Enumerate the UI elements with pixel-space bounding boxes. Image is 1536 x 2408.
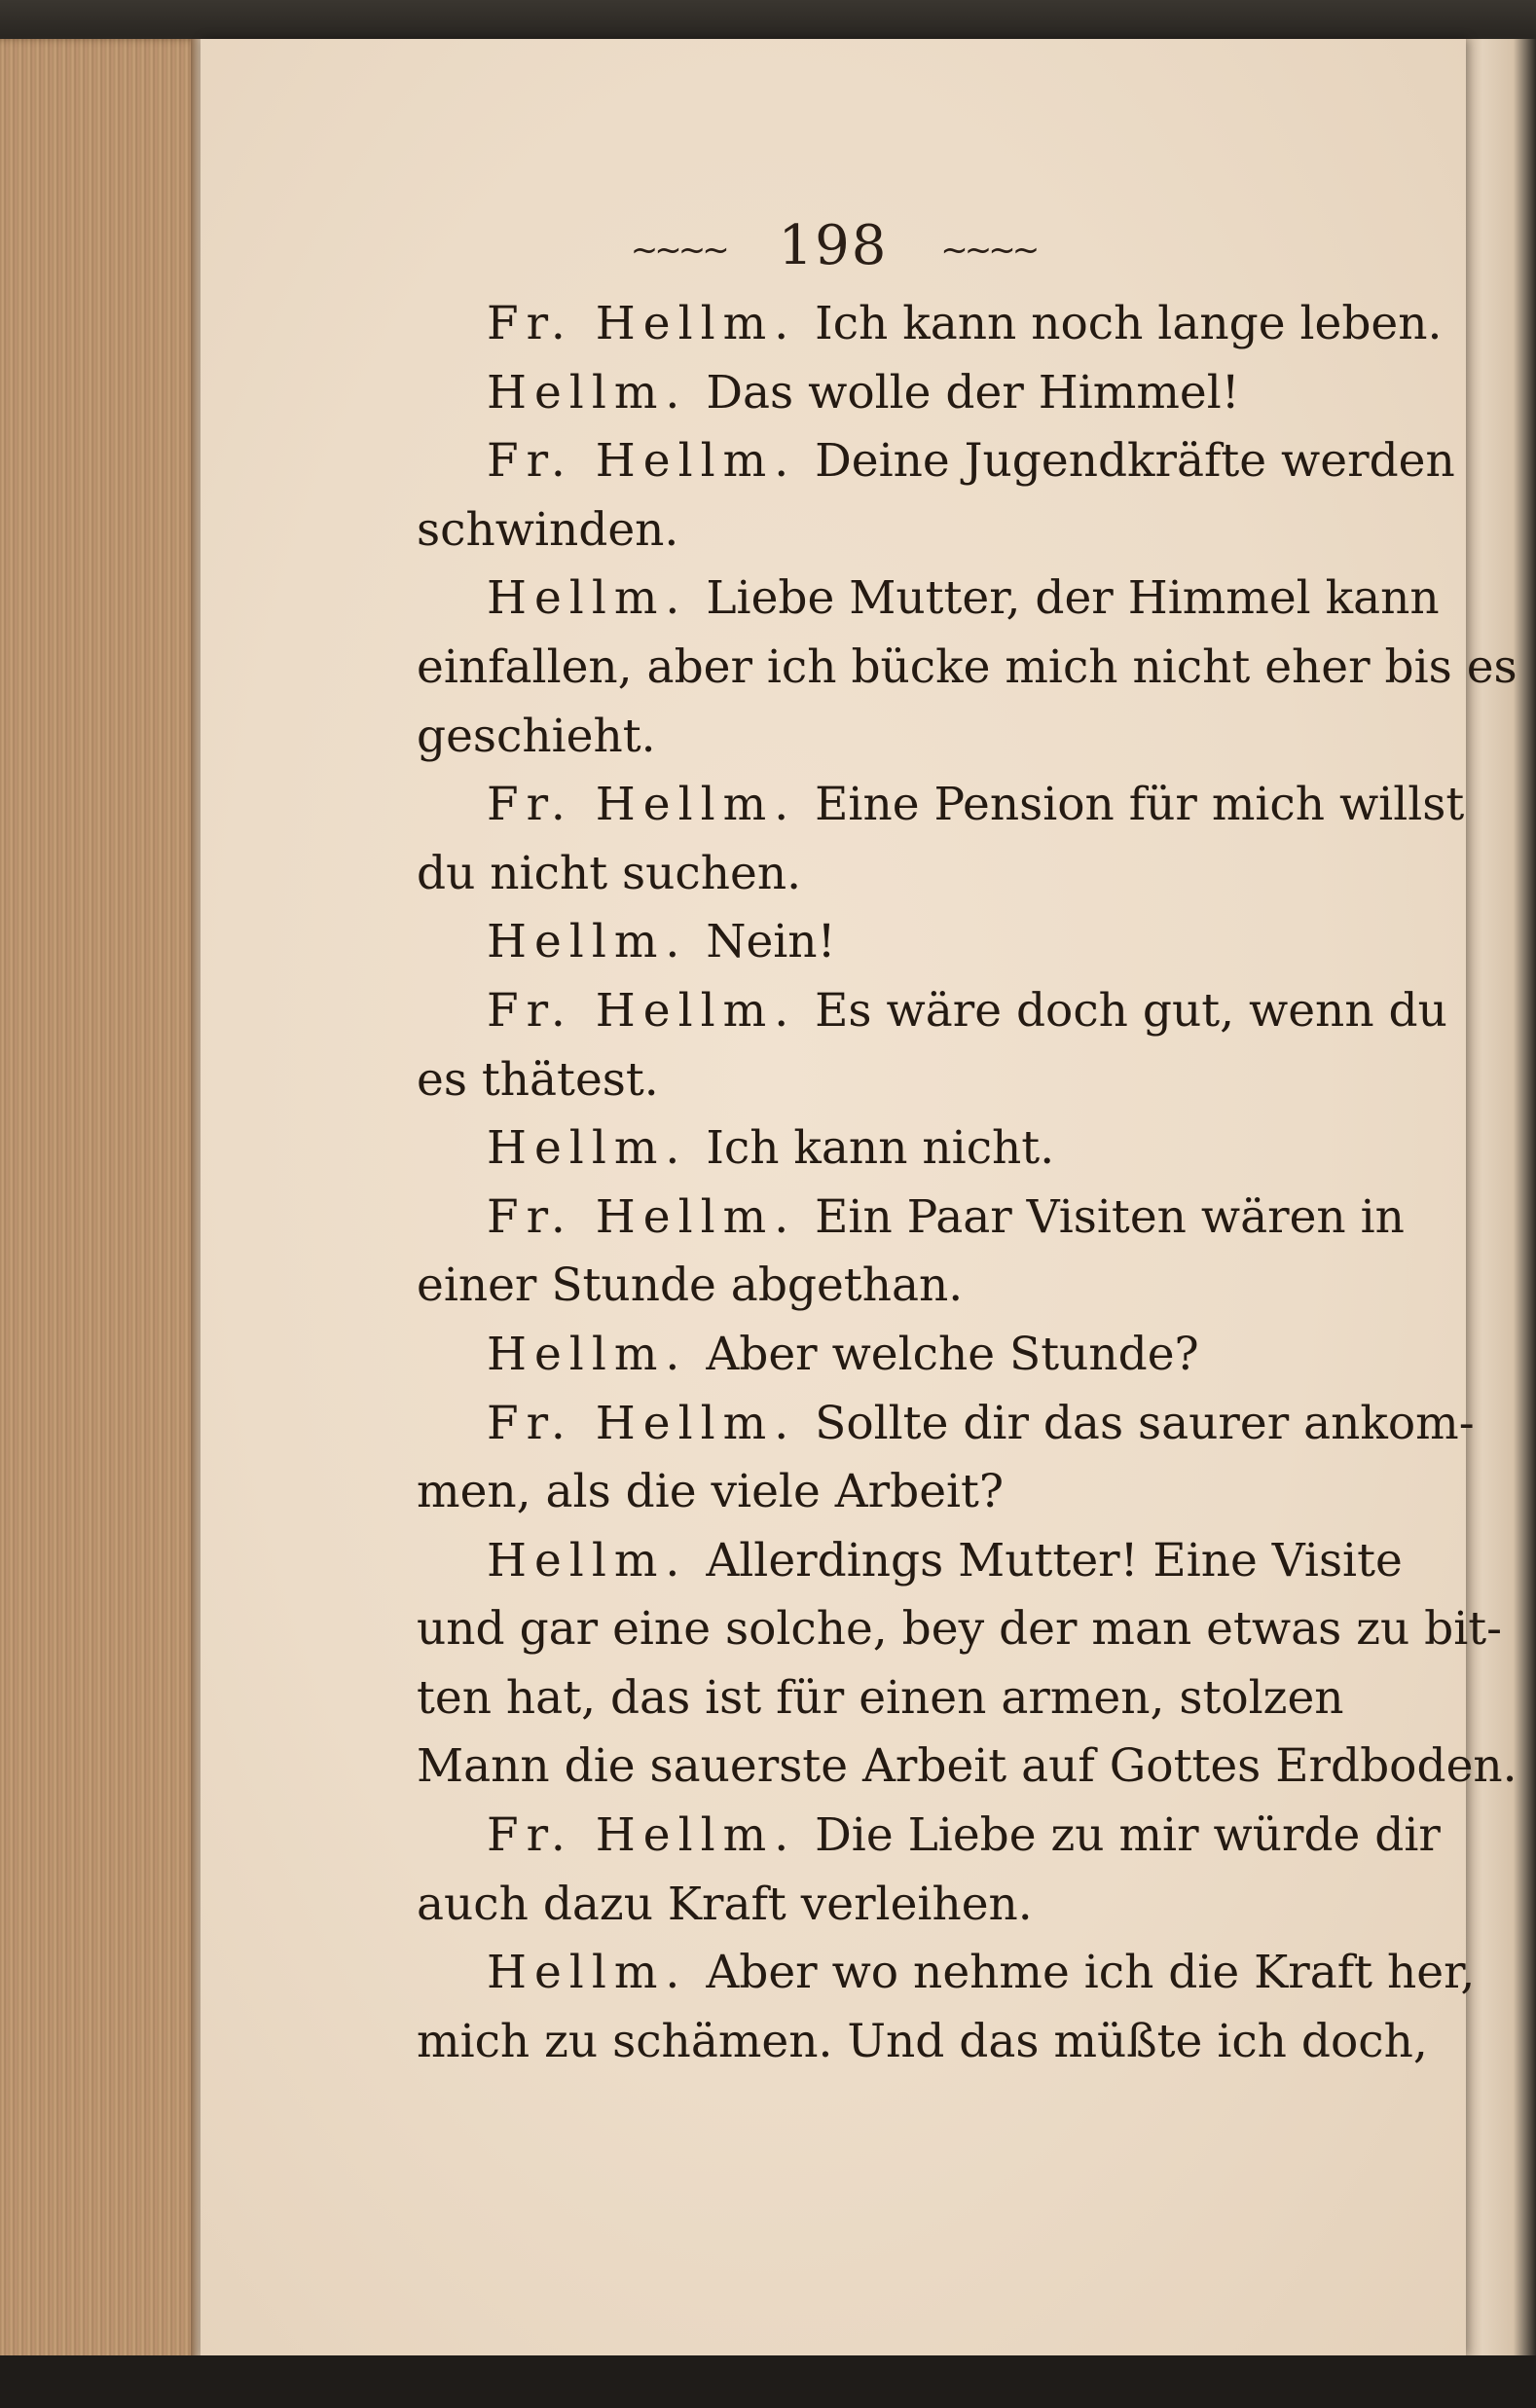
speaker-name: Fr. Hellm. xyxy=(487,434,797,489)
dialogue-line xyxy=(417,565,1440,634)
speaker-name: Fr. Hellm. xyxy=(487,1189,797,1244)
dialogue-line xyxy=(417,290,1443,359)
line-text: Aber welche Stunde? xyxy=(706,1327,1199,1381)
dialogue-line xyxy=(417,359,1419,428)
line-text: Deine Jugendkräfte werden xyxy=(815,434,1455,489)
page-block-edges xyxy=(0,39,204,2375)
text-line xyxy=(417,496,1419,566)
text-line xyxy=(417,1664,1419,1733)
speaker-name: Hellm. xyxy=(487,1946,688,2000)
book-cover-bottom xyxy=(0,2355,1536,2408)
speaker-name: Hellm. xyxy=(487,915,688,969)
text-line xyxy=(417,1046,1419,1115)
line-text: einfallen, aber ich bücke mich nicht eher bis es xyxy=(417,639,1518,694)
speaker-name: Hellm. xyxy=(487,365,688,420)
line-text: Liebe Mutter, der Himmel kann xyxy=(706,571,1440,626)
text-line xyxy=(417,1871,1419,1940)
line-text: geschieht. xyxy=(417,709,656,763)
line-text: Eine Pension für mich willst xyxy=(815,778,1465,832)
speaker-name: Hellm. xyxy=(487,571,688,626)
speaker-name: Fr. Hellm. xyxy=(487,1396,797,1450)
text-line xyxy=(417,840,1419,909)
line-text: Ein Paar Visiten wären in xyxy=(815,1189,1405,1244)
speaker-name: Fr. Hellm. xyxy=(487,297,797,350)
line-text: Aber wo nehme ich die Kraft her, xyxy=(706,1946,1476,2000)
line-text: Allerdings Mutter! Eine Visite xyxy=(706,1533,1403,1587)
dialogue-line xyxy=(417,771,1465,840)
line-text: Ich kann noch lange leben. xyxy=(815,297,1443,350)
dialogue-line xyxy=(417,427,1455,496)
page-header xyxy=(201,214,1466,277)
speaker-name: Hellm. xyxy=(487,1533,688,1587)
text-line xyxy=(417,703,1419,772)
speaker-name: Fr. Hellm. xyxy=(487,1808,797,1863)
dialogue-line xyxy=(417,1939,1476,2008)
page-body-text xyxy=(417,290,1518,2076)
text-line xyxy=(417,1458,1419,1527)
dialogue-line xyxy=(417,1527,1419,1596)
text-line xyxy=(417,1595,1503,1664)
line-text: und gar eine solche, bey der man etwas zu bit- xyxy=(417,1602,1503,1657)
line-text: Ich kann nicht. xyxy=(706,1121,1055,1176)
ornament-right: ~~~~ xyxy=(940,230,1037,270)
dialogue-line xyxy=(417,1390,1475,1459)
line-text: men, als die viele Arbeit? xyxy=(417,1465,1005,1519)
line-text: du nicht suchen. xyxy=(417,846,802,900)
dialogue-line xyxy=(417,1184,1419,1253)
speaker-name: Fr. Hellm. xyxy=(487,983,797,1038)
speaker-name: Hellm. xyxy=(487,1121,688,1176)
page-number: 198 xyxy=(778,214,889,277)
text-line xyxy=(417,1733,1518,1802)
line-text: Es wäre doch gut, wenn du xyxy=(815,983,1447,1038)
dialogue-line xyxy=(417,1114,1419,1184)
line-text: Mann die sauerste Arbeit auf Gottes Erdboden. xyxy=(417,1739,1518,1794)
right-page-edge xyxy=(1460,39,1536,2375)
line-text: Die Liebe zu mir würde dir xyxy=(815,1808,1441,1863)
line-text: auch dazu Kraft verleihen. xyxy=(417,1877,1033,1931)
dialogue-line xyxy=(417,1802,1441,1871)
line-text: Nein! xyxy=(706,915,836,969)
text-line xyxy=(417,1252,1419,1321)
line-text: schwinden. xyxy=(417,502,679,557)
dialogue-line xyxy=(417,908,1419,977)
dialogue-line xyxy=(417,977,1447,1046)
speaker-name: Fr. Hellm. xyxy=(487,778,797,832)
text-line xyxy=(417,634,1518,703)
text-line xyxy=(417,2008,1428,2077)
line-text: einer Stunde abgethan. xyxy=(417,1259,964,1313)
line-text: Das wolle der Himmel! xyxy=(706,365,1240,420)
line-text: ten hat, das ist für einen armen, stolzen xyxy=(417,1670,1344,1725)
dialogue-line xyxy=(417,1321,1419,1390)
line-text: mich zu schämen. Und das müßte ich doch, xyxy=(417,2014,1428,2068)
ornament-left: ~~~~ xyxy=(630,230,726,270)
speaker-name: Hellm. xyxy=(487,1327,688,1381)
line-text: Sollte dir das saurer ankom- xyxy=(815,1396,1475,1450)
line-text: es thätest. xyxy=(417,1052,659,1107)
